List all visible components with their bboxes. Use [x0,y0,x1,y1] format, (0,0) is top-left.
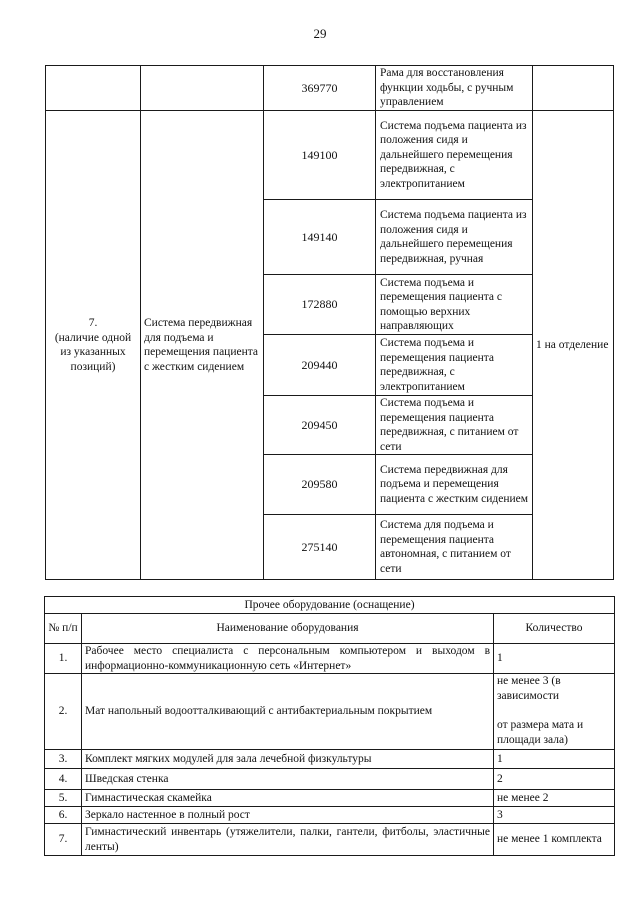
row-qty-bottom: от размера мата и площади зала) [497,719,584,746]
group-quantity: 1 на отделение [533,111,614,580]
row-qty: не менее 1 комплекта [494,824,615,856]
row-name: Рабочее место специалиста с персональным компьютером и выходом в информационно-коммуникационную сеть «Интернет» [82,644,494,674]
empty-cell [141,66,264,111]
row-num: 1. [45,644,82,674]
item-name: Система подъема пациента из положения сидя и дальнейшего перемещения передвижная, с электропитанием [376,111,533,200]
table-row [46,66,614,111]
row-num: 5. [45,790,82,807]
item-name: Система подъема и перемещения пациента передвижная, с электропитанием [376,335,533,396]
item-name: Система передвижная для подъема и перемещения пациента с жестким сидением [376,455,533,515]
item-code: 369770 [264,66,376,111]
row-num: 2. [45,674,82,750]
group-note: (наличие одной из указанных позиций) [54,331,132,373]
row-num: 4. [45,769,82,790]
table-row [45,824,615,856]
item-code: 149100 [264,111,376,200]
table-row [45,807,615,824]
item-name: Система подъема пациента из положения сидя и дальнейшего перемещения передвижная, ручная [376,200,533,275]
group-name: Система передвижная для подъема и перемещения пациента с жестким сидением [141,111,264,580]
table-header-row [45,614,615,644]
table-row [45,769,615,790]
item-code: 209580 [264,455,376,515]
row-num: 6. [45,807,82,824]
row-name: Комплект мягких модулей для зала лечебной физкультуры [82,750,494,769]
item-name: Система подъема и перемещения пациента передвижная, с питанием от сети [376,396,533,455]
item-code: 275140 [264,515,376,580]
table-row [45,790,615,807]
item-code: 149140 [264,200,376,275]
row-name: Мат напольный водоотталкивающий с антибактериальным покрытием [82,674,494,750]
item-code: 209450 [264,396,376,455]
spacer [497,703,611,718]
other-equipment-table [44,596,615,856]
table-row [45,644,615,674]
item-code: 209440 [264,335,376,396]
header-qty: Количество [494,614,615,644]
row-num: 3. [45,750,82,769]
item-name: Система для подъема и перемещения пациента автономная, с питанием от сети [376,515,533,580]
header-num: № п/п [45,614,82,644]
header-name: Наименование оборудования [82,614,494,644]
row-qty: 1 [494,644,615,674]
empty-cell [46,66,141,111]
group-number-cell [46,111,141,580]
row-qty: не менее 2 [494,790,615,807]
row-qty-top: не менее 3 (в зависимости [497,675,561,702]
row-qty: 1 [494,750,615,769]
table-row [45,750,615,769]
page-number: 29 [313,26,327,41]
item-name: Система подъема и перемещения пациента с помощью верхних направляющих [376,275,533,335]
row-num: 7. [45,824,82,856]
table-row [45,674,615,750]
equipment-codes-table [45,65,614,580]
table-title: Прочее оборудование (оснащение) [45,597,615,614]
row-name: Шведская стенка [82,769,494,790]
row-qty: 3 [494,807,615,824]
row-qty: 2 [494,769,615,790]
group-number: 7. [88,317,98,329]
item-code: 172880 [264,275,376,335]
item-name: Рама для восстановления функции ходьбы, с ручным управлением [376,66,533,111]
table-title-row [45,597,615,614]
row-name: Гимнастическая скамейка [82,790,494,807]
row-name: Гимнастический инвентарь (утяжелители, палки, гантели, фитболы, эластичные ленты) [82,824,494,856]
row-qty [494,674,615,750]
table-row [46,111,614,200]
row-name: Зеркало настенное в полный рост [82,807,494,824]
empty-cell [533,66,614,111]
